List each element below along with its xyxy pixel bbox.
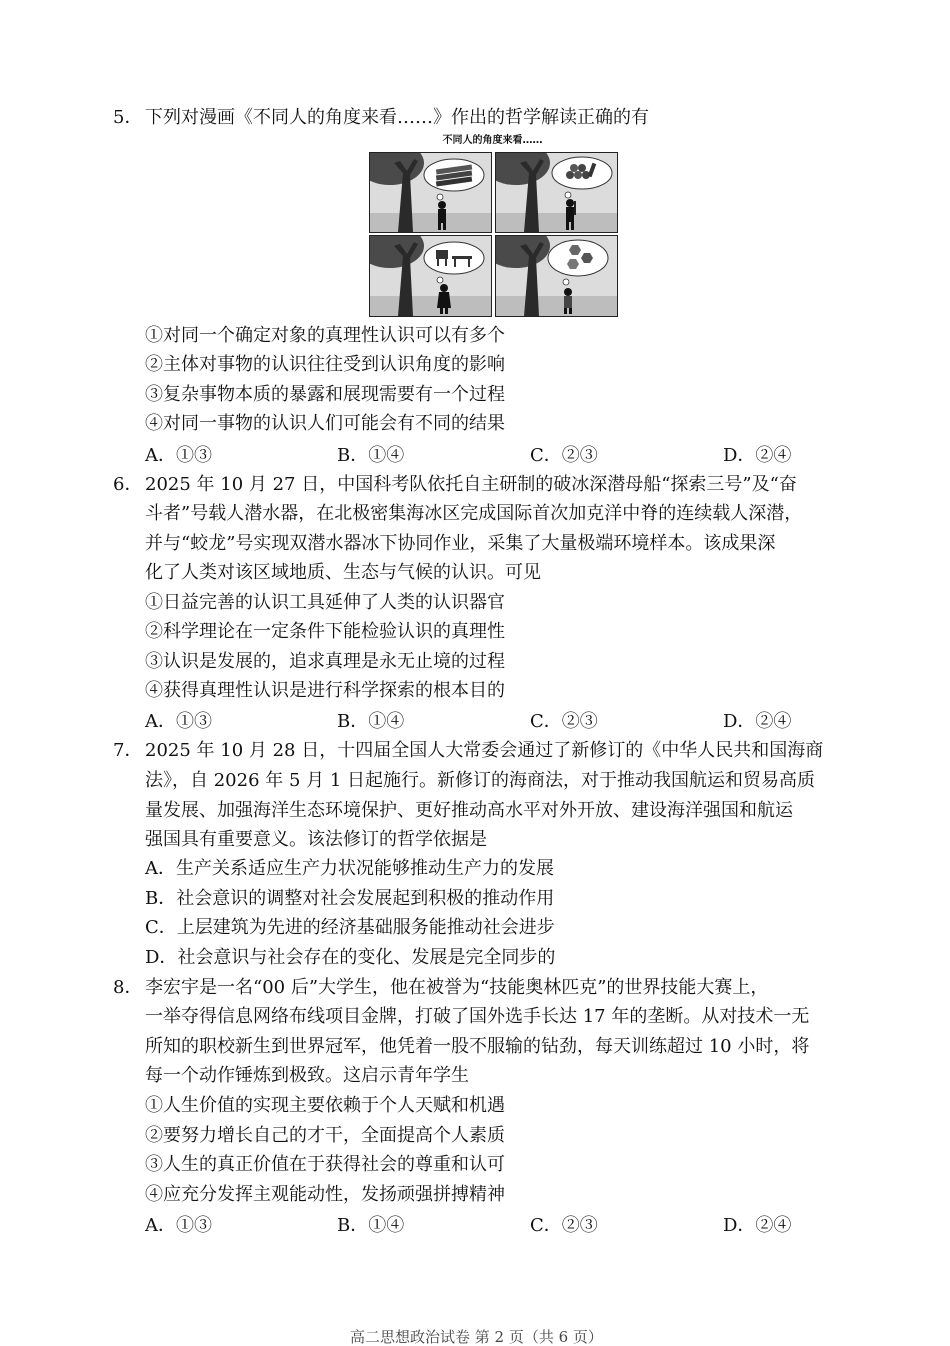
tree-icon xyxy=(496,153,617,232)
q6-number: 6． xyxy=(113,474,143,495)
q6-statement-2: ②科学理论在一定条件下能检验认识的真理性 xyxy=(145,621,505,642)
q5-statement-1: ①对同一个确定对象的真理性认识可以有多个 xyxy=(145,325,505,346)
q8-line-3: 所知的职校新生到世界冠军，他凭着一股不服输的钻劲，每天训练超过 10 小时，将 xyxy=(145,1036,810,1057)
q6-line-4: 化了人类对该区域地质、生态与气候的认识。可见 xyxy=(145,562,541,583)
q6-option-b[interactable]: B．①④ xyxy=(337,711,405,732)
q8-statement-1: ①人生价值的实现主要依赖于个人天赋和机遇 xyxy=(145,1095,505,1116)
tree-icon xyxy=(370,236,491,316)
q7-option-c[interactable]: C．上层建筑为先进的经济基础服务能推动社会进步 xyxy=(145,917,555,938)
q7-line-4: 强国具有重要意义。该法修订的哲学依据是 xyxy=(145,829,487,850)
q7-line-3: 量发展、加强海洋生态环境保护、更好推动高水平对外开放、建设海洋强国和航运 xyxy=(145,800,793,821)
q6-line-2: 斗者”号载人潜水器，在北极密集海冰区完成国际首次加克洋中脊的连续载人深潜， xyxy=(145,503,803,524)
q8-line-4: 每一个动作锤炼到极致。这启示青年学生 xyxy=(145,1065,469,1086)
tree-icon xyxy=(496,236,617,316)
comic-panel-2 xyxy=(495,152,618,233)
q6-option-d[interactable]: D．②④ xyxy=(723,711,792,732)
q8-statement-3: ③人生的真正价值在于获得社会的尊重和认可 xyxy=(145,1154,505,1175)
q7-line-1: 2025 年 10 月 28 日，十四届全国人大常委会通过了新修订的《中华人民共和国海商 xyxy=(145,740,824,761)
q8-option-c[interactable]: C．②③ xyxy=(530,1215,598,1236)
q8-line-2: 一举夺得信息网络布线项目金牌，打破了国外选手长达 17 年的垄断。从对技术一无 xyxy=(145,1006,810,1027)
comic-panel-3 xyxy=(369,235,492,317)
comic-title: 不同人的角度来看…… xyxy=(442,135,543,146)
q6-option-a[interactable]: A．①③ xyxy=(145,711,212,732)
q6-statement-4: ④获得真理性认识是进行科学探索的根本目的 xyxy=(145,680,505,701)
q8-line-1: 李宏宇是一名“00 后”大学生，他在被誉为“技能奥林匹克”的世界技能大赛上， xyxy=(145,977,769,998)
q7-option-a[interactable]: A．生产关系适应生产力状况能够推动生产力的发展 xyxy=(145,858,554,879)
q7-line-2: 法》，自 2026 年 5 月 1 日起施行。新修订的海商法，对于推动我国航运和贸易高质 xyxy=(145,770,816,791)
q8-option-d[interactable]: D．②④ xyxy=(723,1215,792,1236)
comic-panel-4 xyxy=(495,235,618,317)
q5-stem: 下列对漫画《不同人的角度来看……》作出的哲学解读正确的有 xyxy=(145,107,649,128)
q5-option-b[interactable]: B．①④ xyxy=(337,445,405,466)
q5-option-c[interactable]: C．②③ xyxy=(530,445,598,466)
q6-option-c[interactable]: C．②③ xyxy=(530,711,598,732)
q7-option-b[interactable]: B．社会意识的调整对社会发展起到积极的推动作用 xyxy=(145,888,555,909)
q7-number: 7． xyxy=(113,740,143,761)
comic-figure xyxy=(367,132,618,318)
page-footer: 高二思想政治试卷 第 2 页（共 6 页） xyxy=(350,1328,603,1346)
q5-statement-3: ③复杂事物本质的暴露和展现需要有一个过程 xyxy=(145,384,505,405)
q8-number: 8． xyxy=(113,977,143,998)
q8-statement-4: ④应充分发挥主观能动性，发扬顽强拼搏精神 xyxy=(145,1184,505,1205)
q6-statement-3: ③认识是发展的，追求真理是永无止境的过程 xyxy=(145,651,505,672)
q8-statement-2: ②要努力增长自己的才干，全面提高个人素质 xyxy=(145,1125,505,1146)
q5-option-d[interactable]: D．②④ xyxy=(723,445,792,466)
q7-option-d[interactable]: D．社会意识与社会存在的变化、发展是完全同步的 xyxy=(145,947,556,968)
comic-panel-1 xyxy=(369,152,492,233)
q6-line-1: 2025 年 10 月 27 日，中国科考队依托自主研制的破冰深潜母船“探索三号”及“奋 xyxy=(145,474,797,495)
q6-statement-1: ①日益完善的认识工具延伸了人类的认识器官 xyxy=(145,592,505,613)
tree-icon xyxy=(370,153,491,232)
q6-line-3: 并与“蛟龙”号实现双潜水器冰下协同作业，采集了大量极端环境样本。该成果深 xyxy=(145,533,776,554)
q8-option-b[interactable]: B．①④ xyxy=(337,1215,405,1236)
q5-statement-2: ②主体对事物的认识往往受到认识角度的影响 xyxy=(145,354,505,375)
q5-option-a[interactable]: A．①③ xyxy=(145,445,212,466)
q5-number: 5． xyxy=(113,107,143,128)
q5-statement-4: ④对同一事物的认识人们可能会有不同的结果 xyxy=(145,413,505,434)
q8-option-a[interactable]: A．①③ xyxy=(145,1215,212,1236)
